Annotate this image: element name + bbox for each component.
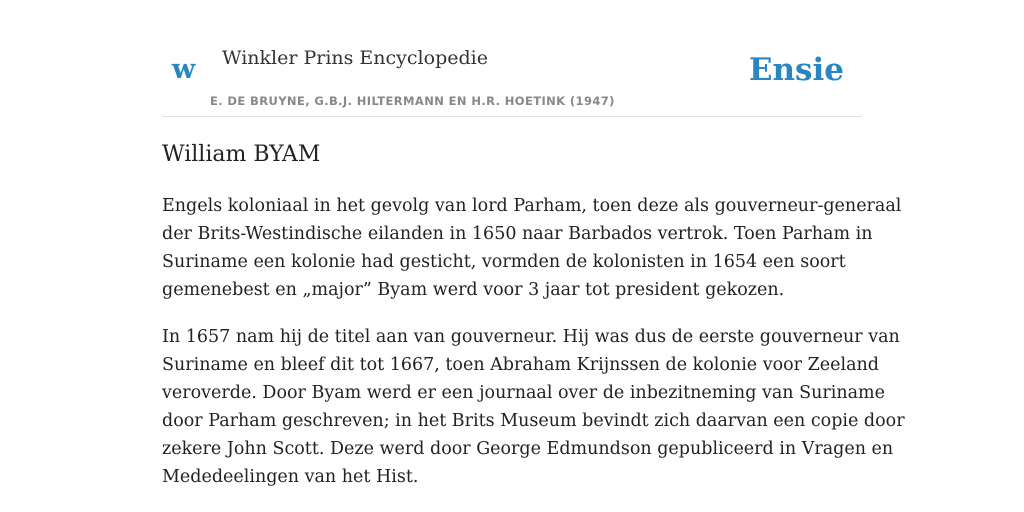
paragraph-line: In 1657 nam hij de titel aan van gouverneur. Hij was dus de eerste gouverneur van bbox=[162, 327, 900, 347]
paragraph-line: gemenebest en „major” Byam werd voor 3 jaar tot president gekozen. bbox=[162, 280, 785, 300]
paragraph-line: Engels koloniaal in het gevolg van lord Parham, toen deze als gouverneur-generaal bbox=[162, 196, 902, 216]
article bbox=[162, 136, 905, 491]
paragraph-line: veroverde. Door Byam werd er een journaal over de inbezitneming van Suriname bbox=[162, 383, 885, 403]
paragraph-line: der Brits-Westindische eilanden in 1650 naar Barbados vertrok. Toen Parham in bbox=[162, 224, 873, 244]
source-title-link[interactable]: Winkler Prins Encyclopedie bbox=[222, 47, 488, 69]
paragraph-line: door Parham geschreven; in het Brits Museum bevindt zich daarvan een copie door bbox=[162, 411, 905, 431]
paragraph-line: Mededeelingen van het Hist. bbox=[162, 467, 419, 487]
article-paragraph bbox=[162, 323, 905, 491]
paragraph-line: zekere John Scott. Deze werd door George Edmundson gepubliceerd in Vragen en bbox=[162, 439, 894, 459]
source-logo-icon[interactable]: w bbox=[172, 54, 196, 85]
source-header bbox=[162, 0, 862, 117]
ensie-brand-logo[interactable]: Ensie bbox=[748, 52, 844, 88]
paragraph-line: Suriname een kolonie had gesticht, vormden de kolonisten in 1654 een soort bbox=[162, 252, 846, 272]
article-paragraph bbox=[162, 192, 902, 304]
source-authors: E. DE BRUYNE, G.B.J. HILTERMANN EN H.R. HOETINK (1947) bbox=[210, 94, 615, 108]
paragraph-line: Suriname en bleef dit tot 1667, toen Abraham Krijnssen de kolonie voor Zeeland bbox=[162, 355, 879, 375]
article-title: William BYAM bbox=[162, 142, 321, 167]
